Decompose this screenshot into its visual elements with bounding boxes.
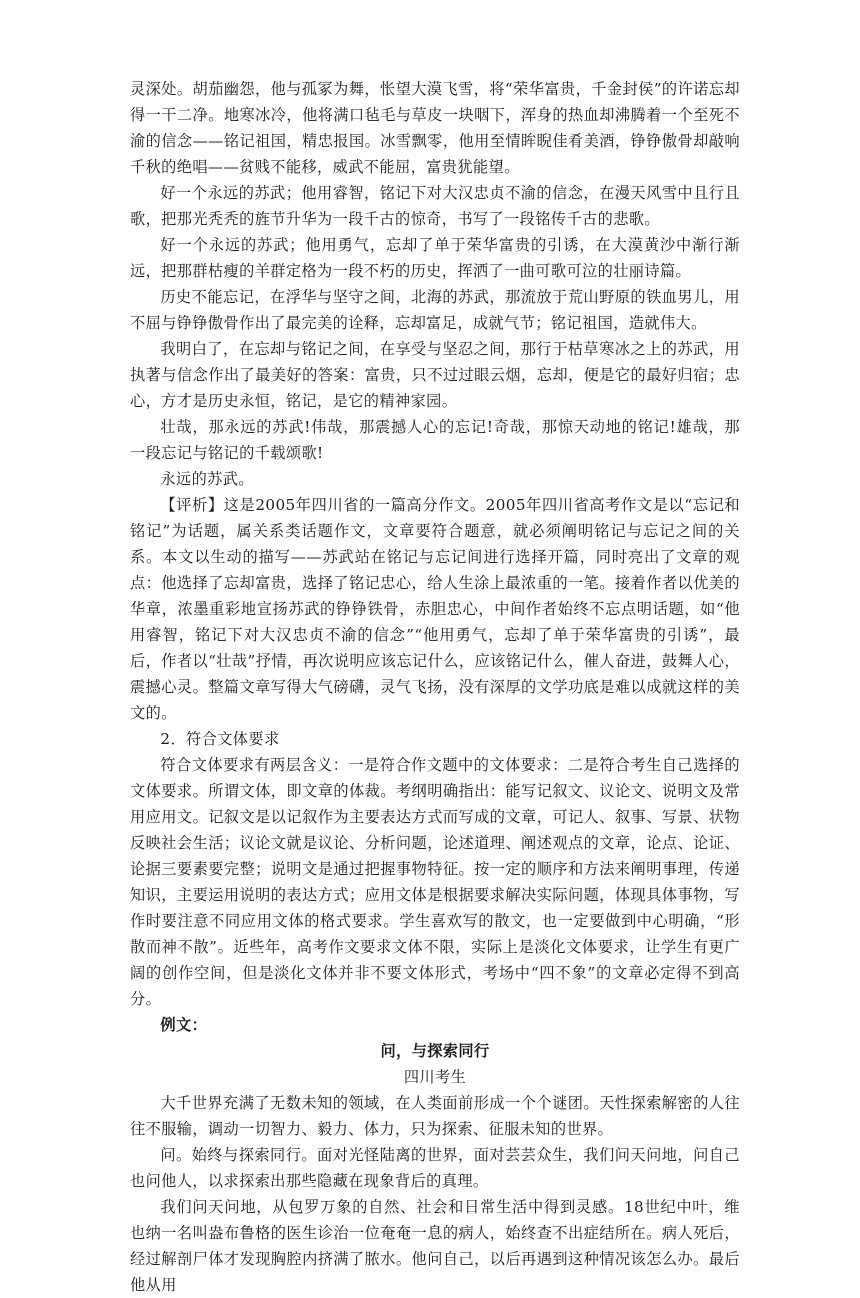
section-heading: 2．符合文体要求 [160, 730, 280, 748]
essay-author: 四川考生 [403, 1068, 467, 1086]
essay-title: 问，与探索同行 [380, 1042, 490, 1060]
paragraph: 符合文体要求有两层含义：一是符合作文题中的文体要求：二是符合考生自己选择的文体要求。所谓文体，即文章的体裁。考纲明确指出：能写记叙文、议论文、说明文及常用应用文。记叙文是以记叙作为主要表达方式而写成的文章，可记人、叙事、写景、状物反映社会生活；议论文就是议论、分析问题，论述道理、阐述观点的文章，论点、论证、论据三要素要完整；说明文是通过把握事物特征。按一定的顺序和方法来阐明事理，传递知识，主要运用说明的表达方式；应用文体是根据要求解决实际问题，体现具体事物，写作时要注意不同应用文体的格式要求。学生喜欢写的散文，也一定要做到中心明确，“形散而神不散”。近些年，高考作文要求文体不限，实际上是淡化文体要求，让学生有更广阔的创作空间，但是淡化文体并非不要文体形式，考场中“四不象”的文章必定得不到高分。 [130, 756, 740, 1008]
paragraph: 历史不能忘记，在浮华与坚守之间，北海的苏武，那流放于荒山野原的铁血男儿，用不屈与铮铮傲骨作出了最完美的诠释，忘却富足，成就气节；铭记祖国，造就伟大。 [130, 288, 740, 332]
paragraph: 我明白了，在忘却与铭记之间，在享受与坚忍之间，那行于枯草寒冰之上的苏武，用执著与信念作出了最美好的答案：富贵，只不过过眼云烟，忘却，便是它的最好归宿；忠心，方才是历史永恒，铭记，是它的精神家园。 [130, 340, 740, 410]
paragraph-continued: 灵深处。胡茄幽怨，他与孤冢为舞，怅望大漠飞雪，将“荣华富贵，千金封侯”的许诺忘却得一干二净。地寒冰冷，他将满口毡毛与草皮一块咽下，浑身的热血却沸腾着一个至死不渝的信念——铭记祖国，精忠报国。冰雪飘零，他用至情眸睨佳肴美酒，铮铮傲骨却敲响千秋的绝唱——贫贱不能移，威武不能屈，富贵犹能望。 [130, 80, 740, 176]
paragraph: 大千世界充满了无数未知的领域，在人类面前形成一个个谜团。天性探索解密的人往往不服输，调动一切智力、毅力、体力，只为探索、征服未知的世界。 [130, 1094, 740, 1138]
commentary-paragraph: 【评析】这是2005年四川省的一篇高分作文。2005年四川省高考作文是以“忘记和铭记”为话题，属关系类话题作文，文章要符合题意，就必须阐明铭记与忘记之间的关系。本文以生动的描写——苏武站在铭记与忘记间进行选择开篇，同时亮出了文章的观点：他选择了忘却富贵，选择了铭记忠心，给人生涂上最浓重的一笔。接着作者以优美的华章，浓墨重彩地宣扬苏武的铮铮铁骨，赤胆忠心，中间作者始终不忘点明话题，如“他用睿智，铭记下对大汉忠贞不渝的信念”“他用勇气，忘却了单于荣华富贵的引诱”，最后，作者以“壮哉”抒情，再次说明应该忘记什么，应该铭记什么，催人奋进，鼓舞人心，震撼心灵。整篇文章写得大气磅礴，灵气飞扬，没有深厚的文学功底是难以成就这样的美文的。 [130, 496, 740, 722]
paragraph: 永远的苏武。 [160, 470, 254, 488]
example-label: 例文： [160, 1016, 208, 1034]
paragraph: 我们问天问地，从包罗万象的自然、社会和日常生活中得到灵感。18世纪中叶，维也纳一名叫盎布鲁格的医生诊治一位奄奄一息的病人，始终查不出症结所在。病人死后，经过解剖尸体才发现胸腔内挤满了脓水。他问自己，以后再遇到这种情况该怎么办。最后他从用 [130, 1198, 740, 1294]
document-body [130, 76, 740, 1298]
paragraph: 好一个永远的苏武；他用勇气，忘却了单于荣华富贵的引诱，在大漠黄沙中渐行渐远，把那群枯瘦的羊群定格为一段不朽的历史，挥洒了一曲可歌可泣的壮丽诗篇。 [130, 236, 740, 280]
paragraph: 问。始终与探索同行。面对光怪陆离的世界，面对芸芸众生，我们问天问地，问自己也问他人，以求探索出那些隐藏在现象背后的真理。 [130, 1146, 740, 1190]
paragraph: 好一个永远的苏武；他用睿智，铭记下对大汉忠贞不渝的信念，在漫天风雪中且行且歌，把那光秃秃的旌节升华为一段千古的惊奇，书写了一段铭传千古的悲歌。 [130, 184, 740, 228]
paragraph: 壮哉，那永远的苏武!伟哉，那震撼人心的忘记!奇哉，那惊天动地的铭记!雄哉，那一段忘记与铭记的千载颂歌! [130, 418, 740, 462]
